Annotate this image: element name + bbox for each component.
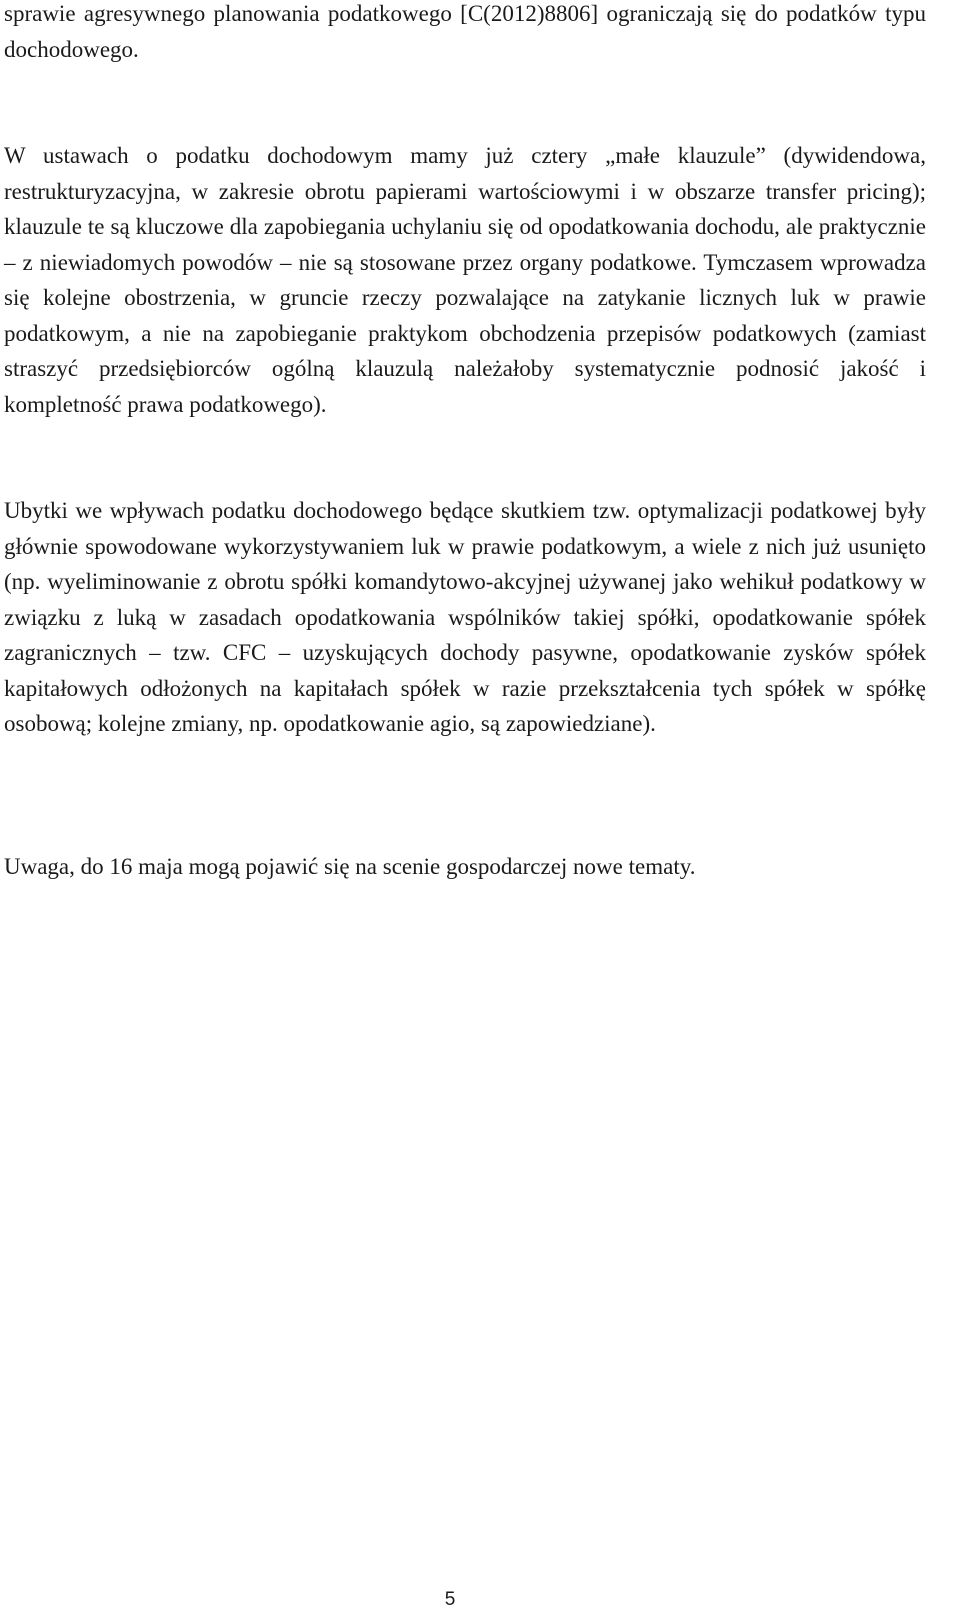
paragraph-note: Uwaga, do 16 maja mogą pojawić się na scenie gospodarczej nowe tematy. bbox=[4, 854, 696, 879]
paragraph-intro: sprawie agresywnego planowania podatkowego [C(2012)8806] ograniczają się do podatków typu dochodowego. bbox=[4, 1, 926, 62]
paragraph-income-losses: Ubytki we wpływach podatku dochodowego będące skutkiem tzw. optymalizacji podatkowej były głównie spowodowane wykorzystywaniem luk w prawie podatkowym, a wiele z nich już usunięto (np. wyeliminowanie z obrotu spółki komandytowo-akcyjnej używanej jako wehikuł podatkowy w związku z luką w zasadach opodatkowania wspólników takiej spółki, opodatkowanie spółek zagranicznych – tzw. CFC – uzyskujących dochody pasywne, opodatkowanie zysków spółek kapitałowych odłożonych na kapitałach spółek w razie przekształcenia tych spółek w spółkę osobową; kolejne zmiany, np. opodatkowanie agio, są zapowiedziane). bbox=[4, 498, 926, 736]
page-number: 5 bbox=[444, 1589, 456, 1610]
paragraph-small-clauses: W ustawach o podatku dochodowym mamy już cztery „małe klauzule” (dywidendowa, restrukturyzacyjna, w zakresie obrotu papierami wartościowymi i w obszarze transfer pricing); klauzule te są kluczowe dla zapobiegania uchylaniu się od opodatkowania dochodu, ale praktycznie – z niewiadomych powodów – nie są stosowane przez organy podatkowe. Tymczasem wprowadza się kolejne obostrzenia, w gruncie rzeczy pozwalające na zatykanie licznych luk w prawie podatkowym, a nie na zapobieganie praktykom obchodzenia przepisów podatkowych (zamiast straszyć przedsiębiorców ogólną klauzulą należałoby systematycznie podnosić jakość i kompletność prawa podatkowego). bbox=[4, 143, 926, 417]
